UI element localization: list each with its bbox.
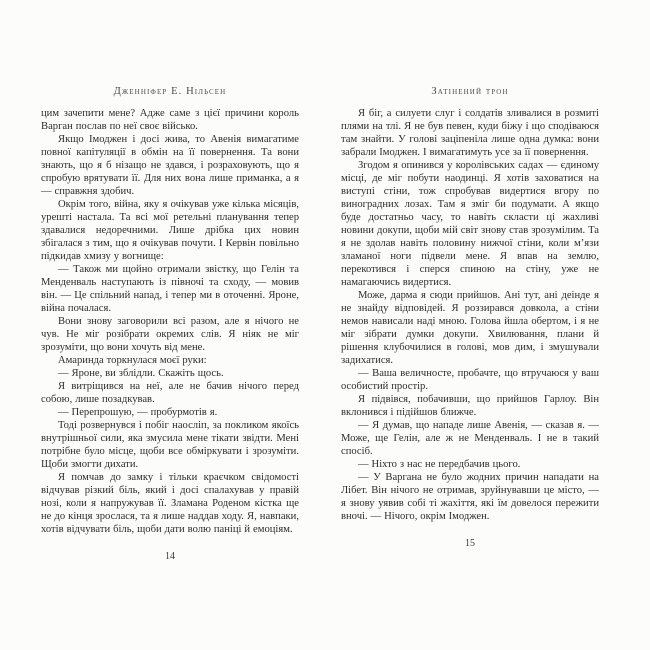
paragraph: — Я думав, що нападе лише Авенія, — сказав я. — Може, ще Гелін, але ж не Менденваль. І не в такий спосіб. <box>341 420 599 457</box>
paragraph: Окрім того, війна, яку я очікував уже кілька місяців, урешті настала. Та всі мої ретельні планування тепер здавалися недоречними. Лише дрібка цих новин збігалася з тим, що я очікував почути. І Кервін повільно підкидав хмизу у вогнище: <box>41 199 299 262</box>
paragraph: Амаринда торкнулася моєї руки: <box>58 355 207 366</box>
paragraph: — Ваша величносте, пробачте, що втручаюся у ваш особистий простір. <box>341 368 599 392</box>
left-page-text <box>41 107 299 536</box>
paragraph: Я біг, а силуети слуг і солдатів зливалися в розмиті плями на тлі. Я не був певен, куди біжу і що сподіваюся там знайти. У голові заціпеніла лише одна думка: вони забрали Імоджен. І вимагатимуть усе за її повернення. <box>341 108 599 158</box>
paragraph: — Яроне, ви зблідли. Скажіть щось. <box>58 368 224 379</box>
paragraph: Тоді розвернувся і побіг наосліп, за покликом якоїсь внутрішньої сили, яка змусила мене тікати звідти. Мені потрібне було місце, щоби все обміркувати і зрозуміти. Щоби змогти дихати. <box>41 420 299 470</box>
right-page-text <box>341 107 599 523</box>
paragraph: цим зачепити мене? Адже саме з цієї причини король Варган послав по неї своє військо. <box>41 108 299 132</box>
paragraph: Я витріщився на неї, але не бачив нічого перед собою, лише позадкував. <box>41 381 299 405</box>
left-page-number: 14 <box>165 551 175 562</box>
left-page <box>41 86 299 562</box>
right-page-number: 15 <box>465 538 475 549</box>
paragraph: — У Варгана не було жодних причин нападати на Лібет. Він нічого не отримав, зруйнувавши це місто, — я знову уявив собі ті жахіття, які їм довелося пережити вночі. — Нічого, окрім Імоджен. <box>341 472 599 522</box>
right-page <box>341 86 599 549</box>
paragraph: Я помчав до замку і тільки краєчком свідомості відчував різкий біль, який і досі спалахував у правій нозі, коли я напружував її. Зламана Роденом кістка ще не до кінця зрослася, та я лише наддав ходу. Я, навпаки, хотів відчувати біль, щоби дати волю паніці й емоціям. <box>41 472 299 535</box>
paragraph: Згодом я опинився у королівських садах — єдиному місці, де міг побути наодинці. Я хотів заховатися на виступі стіни, тож спробував видертися вгору по виноградних лозах. Там я зміг би подумати. А якщо буде достатньо часу, то навіть скласти ці жахливі новини докупи, щоби мій світ знову став зрозумілим. Та я не здолав навіть половину нижчої стіни, коли м’язи зламаної ноги підвели мене. Я впав на землю, перекотився і сперся спиною на стіну, уже не намагаючись видертися. <box>341 160 599 288</box>
paragraph: Якщо Імоджен і досі жива, то Авенія вимагатиме повної капітуляції в обмін на її повернення. Та вони знають, що я б нізащо не здався, і розраховують, що я спробую врятувати її. Для них вона лише приманка, а я — справжня здобич. <box>41 134 299 197</box>
paragraph: — Також ми щойно отримали звістку, що Гелін та Менденваль наступають із півночі та сходу, — мовив він. — Це спільний напад, і тепер ми в оточенні. Яроне, війна почалася. <box>41 264 299 314</box>
paragraph: Може, дарма я сюди прийшов. Ані тут, ані деінде я не знайду відповідей. Я роззирався довкола, а стіни немов нависали наді мною. Голова йшла обертом, і я не міг зібрати думки докупи. Хвилювання, плани й рішення клубочилися в голові, мов дим, і змушували задихатися. <box>341 290 599 366</box>
paragraph: — Ніхто з нас не передбачив цього. <box>358 459 521 470</box>
paragraph: — Перепрошую, — пробурмотів я. <box>58 407 218 418</box>
right-running-header: Затінений трон <box>431 86 509 97</box>
left-running-header: Дженніфер Е. Нільсен <box>113 86 227 97</box>
paragraph: Вони знову заговорили всі разом, але я нічого не чув. Не міг розібрати окремих слів. Я ніяк не міг зрозуміти, що вони хочуть від мене. <box>41 316 299 353</box>
paragraph: Я підвівся, побачивши, що прийшов Гарлоу. Він вклонився і підійшов ближче. <box>341 394 599 418</box>
